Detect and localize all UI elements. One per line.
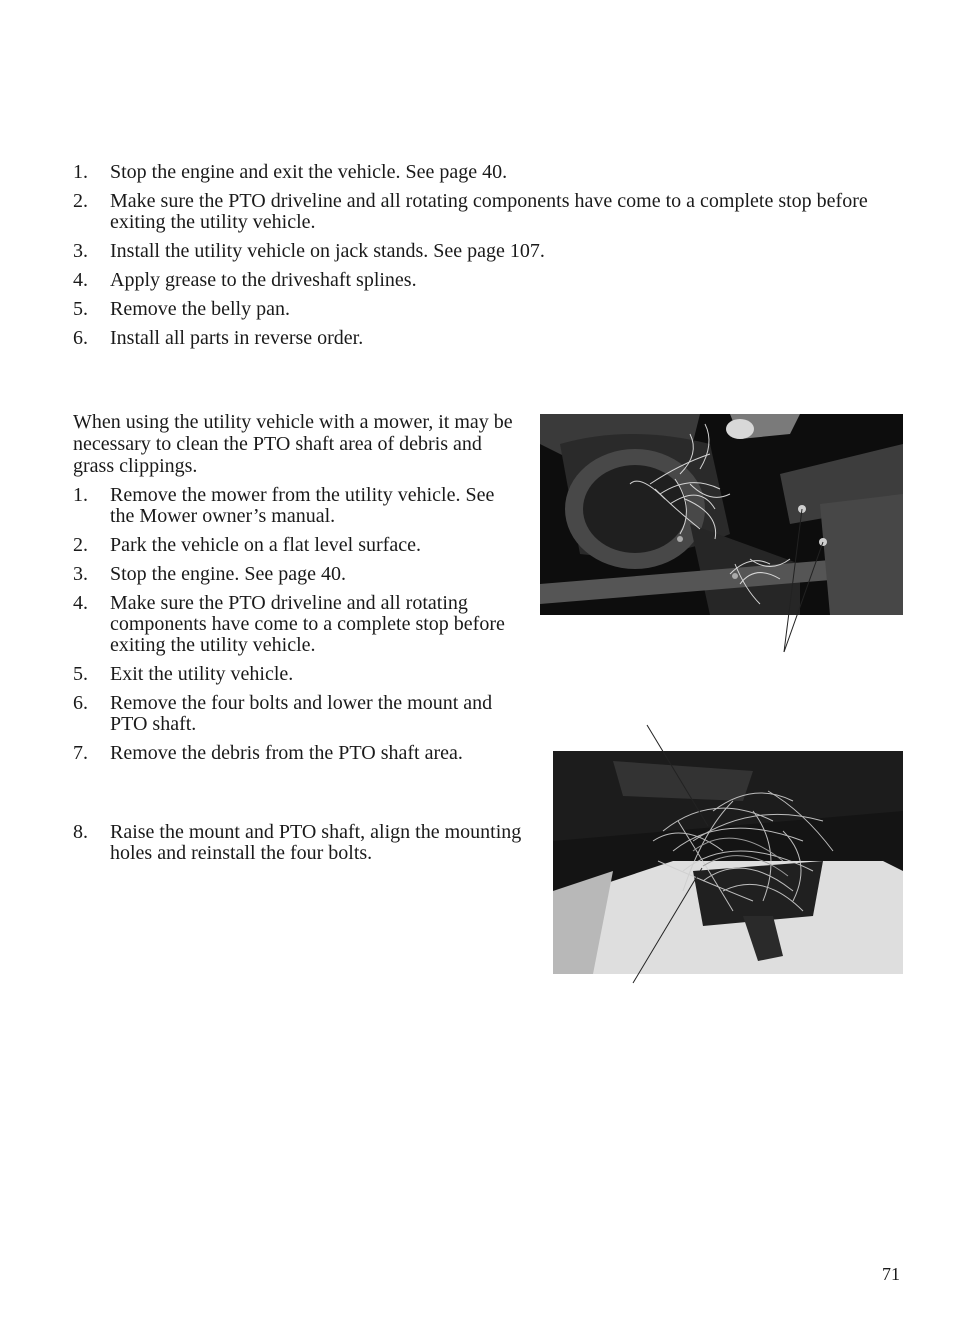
list-item [73, 664, 523, 685]
step-text: Remove the belly pan. [110, 298, 290, 320]
step-text: Install all parts in reverse order. [110, 327, 364, 349]
step-number: 5. [73, 298, 88, 320]
pto-reinstall-steps [73, 822, 523, 864]
grease-driveshaft-steps [73, 162, 913, 357]
step-number: 5. [73, 663, 88, 685]
list-item [73, 593, 523, 656]
step-text: Make sure the PTO driveline and all rotating components have come to a complete stop before exiting the utility vehicle. [110, 190, 868, 233]
pto-shaft-debris-photo [553, 751, 903, 974]
step-text: Exit the utility vehicle. [110, 663, 294, 685]
step-number: 3. [73, 240, 88, 262]
list-item [73, 822, 523, 864]
list-item [73, 485, 523, 527]
step-text: Remove the mower from the utility vehicle. See the Mower owner’s manual. [110, 484, 495, 527]
list-item [73, 270, 913, 291]
step-text: Remove the four bolts and lower the mount and PTO shaft. [110, 692, 493, 735]
pto-mount-bolts-photo [540, 414, 903, 615]
step-number: 6. [73, 692, 88, 714]
list-item [73, 535, 523, 556]
step-number: 2. [73, 534, 88, 556]
step-text: Stop the engine and exit the vehicle. See page 40. [110, 161, 508, 183]
step-text: Make sure the PTO driveline and all rotating components have come to a complete stop before exiting the utility vehicle. [110, 592, 505, 656]
page-number: 71 [882, 1264, 900, 1284]
list-item [73, 693, 523, 735]
list-item [73, 241, 913, 262]
step-number: 4. [73, 269, 88, 291]
step-number: 8. [73, 821, 88, 843]
list-item [73, 162, 913, 183]
step-text: Stop the engine. See page 40. [110, 563, 347, 585]
step-number: 1. [73, 484, 88, 506]
step-text: Park the vehicle on a flat level surface. [110, 534, 421, 556]
list-item [73, 191, 913, 233]
step-number: 6. [73, 327, 88, 349]
step-text: Remove the debris from the PTO shaft area. [110, 742, 463, 764]
step-number: 2. [73, 190, 88, 212]
step-number: 7. [73, 742, 88, 764]
list-item [73, 564, 523, 585]
list-item [73, 328, 913, 349]
step-number: 4. [73, 592, 88, 614]
step-number: 1. [73, 161, 88, 183]
pto-cleaning-steps [73, 485, 523, 772]
list-item [73, 299, 913, 320]
step-text: Install the utility vehicle on jack stands. See page 107. [110, 240, 545, 262]
step-number: 3. [73, 563, 88, 585]
step-text: Raise the mount and PTO shaft, align the mounting holes and reinstall the four bolts. [110, 821, 522, 864]
list-item [73, 743, 523, 764]
pto-cleaning-intro: When using the utility vehicle with a mower, it may be necessary to clean the PTO shaft area of debris and grass clippings. [73, 411, 513, 477]
step-text: Apply grease to the driveshaft splines. [110, 269, 417, 291]
